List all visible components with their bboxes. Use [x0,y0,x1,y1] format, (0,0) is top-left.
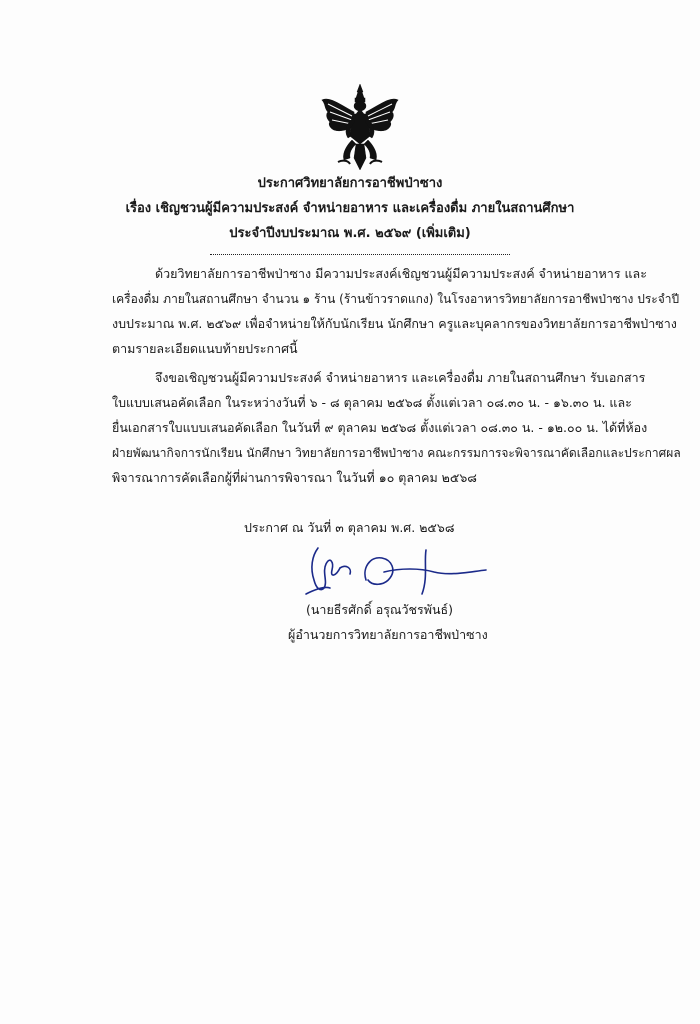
paragraph2-line5: พิจารณาการคัดเลือกผู้ที่ผ่านการพิจารณา ในวันที่ ๑๐ ตุลาคม ๒๕๖๘ [112,470,477,485]
paragraph1-line4: ตามรายละเอียดแนบท้ายประกาศนี้ [112,341,298,356]
paragraph2-line3: ยื่นเอกสารใบแบบเสนอคัดเลือก ในวันที่ ๙ ตุลาคม ๒๕๖๘ ตั้งแต่เวลา ๐๘.๓๐ น. - ๑๒.๐๐ น. ได้ที่ห้อง [112,420,648,435]
handwritten-signature [300,538,490,598]
paragraph1-line3: งบประมาณ พ.ศ. ๒๕๖๙ เพื่อจำหน่ายให้กับนักเรียน นักศึกษา ครูและบุคลากรของวิทยาลัยการอาชีพป่าซาง [112,316,677,331]
paragraph1-line2: เครื่องดื่ม ภายในสถานศึกษา จำนวน ๑ ร้าน (ร้านข้าวราดแกง) ในโรงอาหารวิทยาลัยการอาชีพป่าซาง ประจำปี [112,292,680,306]
paragraph2-line2: ใบแบบเสนอคัดเลือก ในระหว่างวันที่ ๖ - ๘ ตุลาคม ๒๕๖๘ ตั้งแต่เวลา ๐๘.๓๐ น. - ๑๖.๓๐ น. และ [112,395,632,410]
document-subject: เรื่อง เชิญชวนผู้มีความประสงค์ จำหน่ายอาหาร และเครื่องดื่ม ภายในสถานศึกษา [125,201,575,216]
signer-title: ผู้อำนวยการวิทยาลัยการอาชีพป่าซาง [288,627,488,642]
document-title: ประกาศวิทยาลัยการอาชีพป่าซาง [257,176,443,191]
paragraph2-line4: ฝ่ายพัฒนากิจการนักเรียน นักศึกษา วิทยาลัยการอาชีพป่าซาง คณะกรรมการจะพิจารณาคัดเลือกและประกาศผล [112,446,681,460]
garuda-emblem-icon [318,82,402,172]
paragraph1-line1: ด้วยวิทยาลัยการอาชีพป่าซาง มีความประสงค์เชิญชวนผู้มีความประสงค์ จำหน่ายอาหาร และ [155,266,647,281]
announcement-date: ประกาศ ณ วันที่ ๓ ตุลาคม พ.ศ. ๒๕๖๘ [244,520,455,535]
signer-name: (นายธีรศักดิ์ อรุณวัชรพันธ์) [306,602,454,617]
paragraph2-line1: จึงขอเชิญชวนผู้มีความประสงค์ จำหน่ายอาหาร และเครื่องดื่ม ภายในสถานศึกษา รับเอกสาร [155,370,646,385]
header-divider [210,254,510,255]
fiscal-year-line: ประจำปีงบประมาณ พ.ศ. ๒๕๖๙ (เพิ่มเติม) [229,226,471,241]
